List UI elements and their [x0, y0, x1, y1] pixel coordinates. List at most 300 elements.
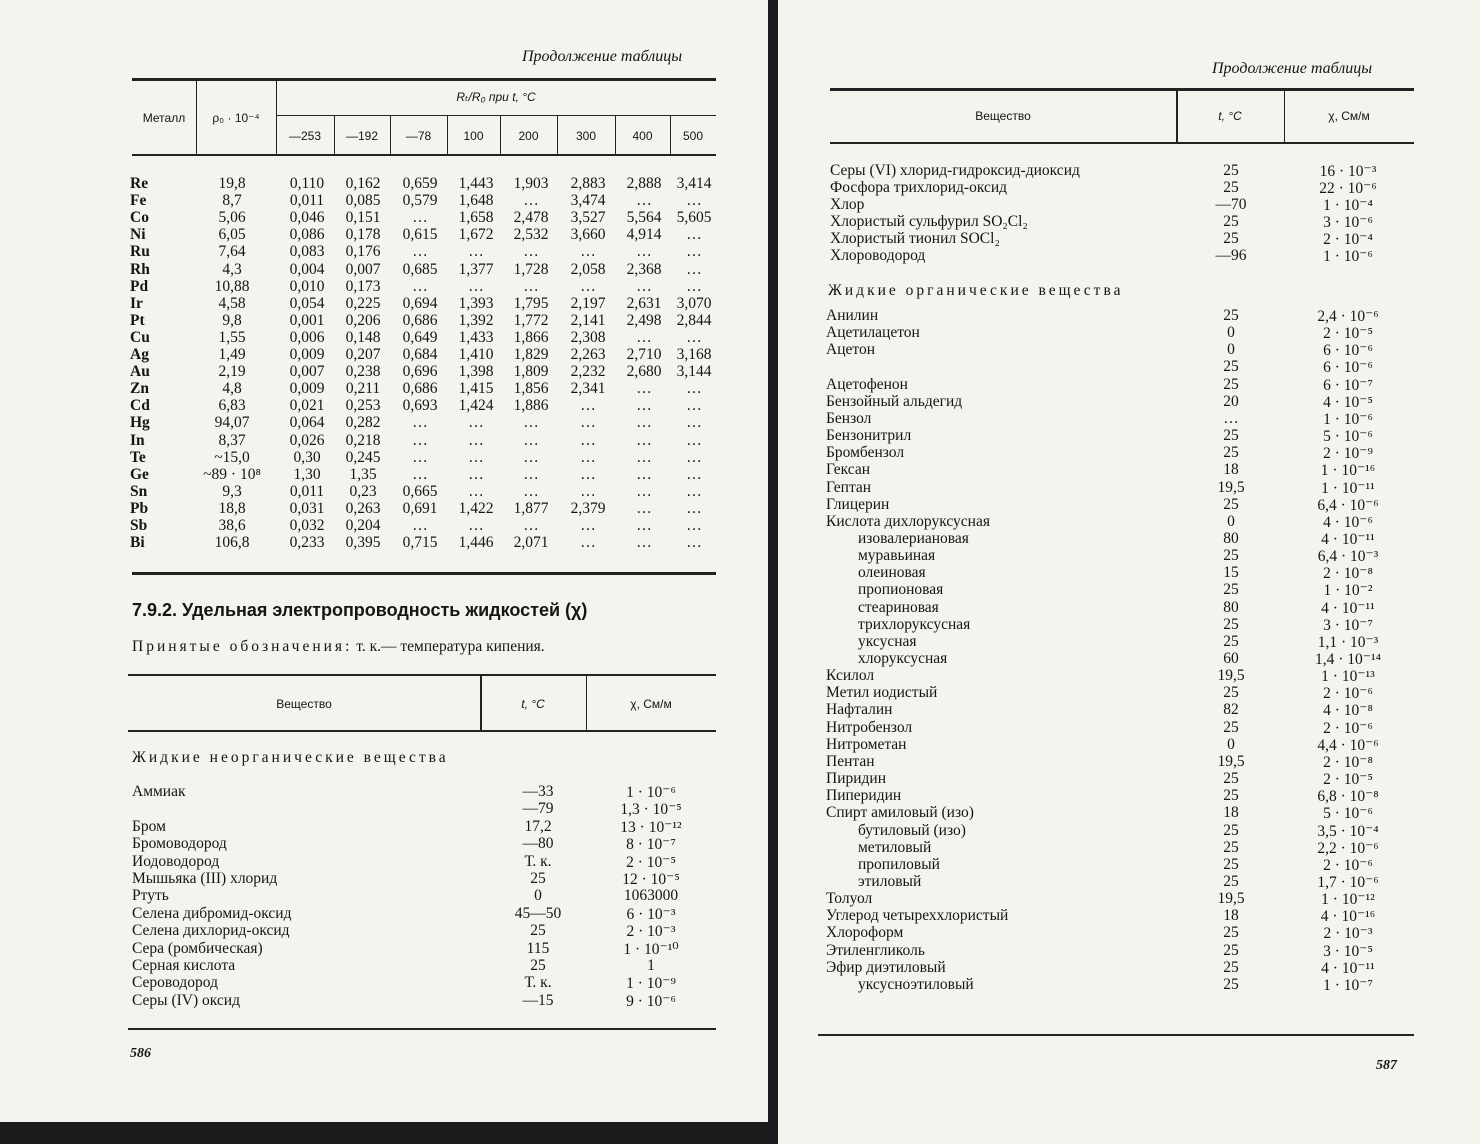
table-cell: 0,233 [289, 534, 325, 551]
table-cell: … [686, 517, 702, 534]
table-cell: 2,071 [513, 534, 549, 551]
table-cell: 0,696 [402, 363, 438, 380]
metal-symbol: Re [130, 175, 149, 192]
table-cell: 1,648 [458, 192, 494, 209]
table-cell: 1,772 [513, 312, 549, 329]
conductivity-value: 1 · 10⁻¹⁶ [1320, 462, 1376, 479]
table-cell: 1,49 [218, 346, 246, 363]
table-cell: 0,085 [345, 192, 381, 209]
table-cell: … [686, 380, 702, 397]
table-cell: 4,8 [222, 380, 242, 397]
temperature-value: 25 [1223, 856, 1239, 873]
temperature-value: Т. к. [524, 974, 552, 991]
table-cell: 0,206 [345, 312, 381, 329]
temperature-value: 18 [1223, 804, 1239, 821]
table-cell: … [636, 380, 652, 397]
table-cell: … [636, 432, 652, 449]
temperature-value: 19,5 [1217, 667, 1245, 684]
notation-spaced: Принятые обозначения: [132, 638, 353, 655]
table-cell: … [412, 278, 428, 295]
table-cell: 0,007 [289, 363, 325, 380]
table-cell: … [636, 192, 652, 209]
conductivity-value: 4,4 · 10⁻⁶ [1317, 737, 1379, 754]
continuation-label-left: Продолжение таблицы [522, 48, 683, 65]
table-cell: 0,006 [289, 329, 325, 346]
conductivity-value: 1,4 · 10⁻¹⁴ [1314, 651, 1382, 668]
conductivity-value: 1 · 10⁻⁹ [626, 975, 676, 992]
table-cell: 3,414 [676, 175, 712, 192]
right-page [778, 0, 1480, 1144]
table-cell: … [523, 278, 539, 295]
table-cell: 1,672 [458, 226, 494, 243]
table-cell: 2,631 [626, 295, 662, 312]
substance-name: Метил иодистый [826, 684, 938, 701]
conductivity-value: 3 · 10⁻⁵ [1323, 943, 1373, 960]
table-cell: 0,615 [402, 226, 438, 243]
table-cell: … [636, 449, 652, 466]
table-cell: … [523, 192, 539, 209]
table-cell: 0,064 [289, 414, 325, 431]
table-cell: 3,527 [570, 209, 606, 226]
metal-symbol: Ru [130, 243, 150, 260]
temperature-value: 25 [1223, 719, 1239, 736]
conductivity-value: 1,3 · 10⁻⁵ [620, 801, 682, 818]
table-cell: … [686, 278, 702, 295]
table-cell: … [580, 483, 596, 500]
table-cell: 0,054 [289, 295, 325, 312]
section-title: 7.9.2. Удельная электропроводность жидкостей (χ) [132, 600, 588, 620]
conductivity-value: 4 · 10⁻⁵ [1323, 394, 1373, 411]
column-divider [615, 116, 616, 154]
substance-name: пропиловый [858, 856, 940, 873]
table-cell: 2,532 [513, 226, 549, 243]
table-cell: 0,245 [345, 449, 381, 466]
temperature-value: 25 [1223, 633, 1239, 650]
substance-name: Толуол [826, 890, 873, 907]
table-cell: … [686, 226, 702, 243]
table-cell: 0,011 [289, 483, 325, 500]
conductivity-value: 1,7 · 10⁻⁶ [1317, 874, 1379, 891]
temperature-value: 25 [1223, 616, 1239, 633]
table-cell: 1,433 [458, 329, 494, 346]
table-cell: 0,238 [345, 363, 381, 380]
table-cell: 2,478 [513, 209, 549, 226]
table-cell: … [412, 243, 428, 260]
substance-name: Углерод четыреххлористый [826, 907, 1009, 924]
header-rho: ρ₀ · 10⁻⁴ [212, 111, 260, 125]
substance-name: Бензонитрил [826, 427, 912, 444]
header-temp: 100 [463, 129, 484, 143]
table-cell: 3,070 [676, 295, 712, 312]
conductivity-value: 1 · 10⁻⁶ [1323, 411, 1373, 428]
temperature-value: 25 [530, 870, 546, 887]
table-cell: 1,809 [513, 363, 549, 380]
conductivity-value: 1 · 10⁻¹³ [1321, 668, 1375, 685]
substance-name: Нитрометан [826, 736, 907, 753]
temperature-value: 25 [1223, 230, 1239, 247]
table-cell: … [412, 414, 428, 431]
temperature-value: … [1223, 410, 1239, 427]
conductivity-value: 6,8 · 10⁻⁸ [1317, 788, 1379, 805]
table-cell: 0,110 [289, 175, 325, 192]
table-cell: 0,253 [345, 397, 381, 414]
table-cell: … [468, 432, 484, 449]
temperature-value: 25 [1223, 307, 1239, 324]
table-cell: 2,263 [570, 346, 606, 363]
table-cell: 0,021 [289, 397, 325, 414]
conductivity-value: 6,4 · 10⁻³ [1317, 548, 1379, 565]
header-chi-left: χ, См/м [630, 697, 672, 711]
table-cell: … [580, 414, 596, 431]
table-cell: 1,393 [458, 295, 494, 312]
conductivity-value: 1 · 10⁻⁶ [1323, 248, 1373, 265]
header-temp: —253 [288, 129, 322, 143]
table-cell: … [580, 243, 596, 260]
conductivity-value: 3 · 10⁻⁷ [1323, 617, 1373, 634]
table-cell: … [580, 397, 596, 414]
conductivity-value: 3 · 10⁻⁶ [1323, 214, 1373, 231]
metal-symbol: Zn [130, 380, 149, 397]
conductivity-value: 9 · 10⁻⁶ [626, 993, 676, 1010]
conductivity-value: 13 · 10⁻¹² [620, 819, 682, 836]
metal-symbol: Pt [130, 312, 145, 329]
table-cell: 0,026 [289, 432, 325, 449]
table-cell: 3,474 [570, 192, 606, 209]
table-cell: 0,685 [402, 261, 438, 278]
column-divider [447, 116, 448, 154]
metal-symbol: Co [130, 209, 149, 226]
substance-name: Хлороформ [826, 924, 904, 941]
table-cell: 8,7 [222, 192, 242, 209]
table-cell: … [412, 449, 428, 466]
substance-name: Бром [132, 818, 166, 835]
substance-name: Сера (ромбическая) [132, 940, 263, 957]
temperature-value: —33 [522, 783, 554, 800]
table-cell: … [412, 517, 428, 534]
table-cell: 6,83 [218, 397, 246, 414]
table-cell: 1,35 [349, 466, 377, 483]
table-cell: ~89 · 10⁸ [203, 466, 261, 483]
table-cell: 0,031 [289, 500, 325, 517]
substance-name: метиловый [858, 839, 932, 856]
substance-name: бутиловый (изо) [858, 822, 966, 839]
metal-symbol: Fe [130, 192, 147, 209]
temperature-value: 25 [530, 957, 546, 974]
table-cell: … [636, 329, 652, 346]
substance-name: Этиленгликоль [826, 942, 925, 959]
table-cell: 2,141 [570, 312, 606, 329]
temperature-value: 17,2 [524, 818, 552, 835]
table-cell: … [636, 517, 652, 534]
temperature-value: 0 [1227, 341, 1235, 358]
table-cell: 1,728 [513, 261, 549, 278]
conductivity-value: 1 · 10⁻¹⁰ [623, 941, 679, 958]
table-cell: 2,368 [626, 261, 662, 278]
substance-name: Спирт амиловый (изо) [826, 804, 974, 821]
temperature-value: 0 [534, 887, 542, 904]
table-cell: 2,341 [570, 380, 606, 397]
conductivity-value: 3,5 · 10⁻⁴ [1317, 823, 1379, 840]
substance-name: муравьиная [858, 547, 936, 564]
table-cell: … [636, 534, 652, 551]
table-cell: 0,004 [289, 261, 325, 278]
conductivity-value: 2 · 10⁻³ [1323, 925, 1373, 942]
table-cell: 0,151 [345, 209, 381, 226]
temperature-value: 25 [1223, 427, 1239, 444]
organic-section-title: Жидкие органические вещества [828, 282, 1124, 299]
table-cell: 0,282 [345, 414, 381, 431]
temperature-value: 25 [1223, 787, 1239, 804]
table-cell: … [580, 278, 596, 295]
table-cell: … [686, 534, 702, 551]
table-cell: 9,3 [222, 483, 242, 500]
temperature-value: 25 [1223, 496, 1239, 513]
table-cell: … [523, 449, 539, 466]
temperature-value: 82 [1223, 701, 1239, 718]
temperature-value: —15 [522, 992, 554, 1009]
conductivity-value: 16 · 10⁻³ [1319, 163, 1377, 180]
table-cell: … [580, 534, 596, 551]
header-metal: Металл [142, 111, 186, 125]
substance-name: Гептан [826, 479, 872, 496]
substance-name: изовалериановая [858, 530, 969, 547]
temperature-value: —70 [1215, 196, 1247, 213]
conductivity-value: 2 · 10⁻⁹ [1323, 445, 1373, 462]
temperature-value: 25 [1223, 924, 1239, 941]
table-cell: 1,877 [513, 500, 549, 517]
conductivity-value: 22 · 10⁻⁶ [1319, 180, 1377, 197]
temperature-value: 25 [1223, 547, 1239, 564]
metal-symbol: Cu [130, 329, 150, 346]
metal-symbol: Ni [130, 226, 146, 243]
table-cell: 18,8 [218, 500, 246, 517]
table-cell: … [686, 329, 702, 346]
metal-symbol: Rh [130, 261, 150, 278]
table-cell: 0,218 [345, 432, 381, 449]
substance-name: Ксилол [826, 667, 875, 684]
conductivity-value: 2 · 10⁻⁶ [1323, 720, 1373, 737]
metal-symbol: In [130, 432, 145, 449]
conductivity-value: 4 · 10⁻¹¹ [1321, 531, 1375, 548]
table-cell: 0,686 [402, 312, 438, 329]
temperature-value: 25 [1223, 444, 1239, 461]
table-cell: … [523, 483, 539, 500]
conductivity-value: 2 · 10⁻⁸ [1323, 754, 1373, 771]
temperature-value: 25 [1223, 213, 1239, 230]
conductivity-value: 5 · 10⁻⁶ [1323, 428, 1373, 445]
table-cell: … [468, 466, 484, 483]
conductivity-value: 6 · 10⁻⁷ [1323, 377, 1373, 394]
table-cell: 0,046 [289, 209, 325, 226]
substance-name: стеариновая [858, 599, 939, 616]
substance-name: Иодоводород [132, 853, 220, 870]
table-cell: … [468, 483, 484, 500]
table-cell: 3,144 [676, 363, 712, 380]
table-cell: 0,659 [402, 175, 438, 192]
table-cell: 0,162 [345, 175, 381, 192]
table-cell: … [412, 432, 428, 449]
conductivity-value: 5 · 10⁻⁶ [1323, 805, 1373, 822]
metal-symbol: Pb [130, 500, 149, 517]
table-cell: 1,856 [513, 380, 549, 397]
temperature-value: 115 [526, 940, 550, 957]
substance-name: Бензол [826, 410, 872, 427]
conductivity-value: 1063000 [623, 887, 679, 904]
temperature-value: 25 [1223, 942, 1239, 959]
temperature-value: 25 [1223, 581, 1239, 598]
table-cell: … [686, 414, 702, 431]
header-temp: 500 [682, 129, 704, 143]
table-cell: 0,176 [345, 243, 381, 260]
table-cell: … [636, 483, 652, 500]
header-ratio: Rₜ/R₀ при t, °C [456, 90, 536, 104]
temperature-value: 25 [1223, 358, 1239, 375]
page-number-left: 586 [130, 1046, 151, 1061]
table-cell: … [468, 243, 484, 260]
conductivity-value: 2 · 10⁻⁵ [1323, 325, 1373, 342]
substance-name: Хлор [830, 196, 865, 213]
table-cell: 0,694 [402, 295, 438, 312]
header-chi-right: χ, См/м [1328, 109, 1370, 123]
table-cell: 1,410 [458, 346, 494, 363]
temperature-value: 45—50 [514, 905, 562, 922]
conductivity-value: 2,2 · 10⁻⁶ [1317, 840, 1379, 857]
table-cell: … [686, 397, 702, 414]
substance-name: Пиперидин [826, 787, 902, 804]
notation-line [132, 638, 545, 656]
table-cell: 0,204 [345, 517, 381, 534]
table-cell: 19,8 [218, 175, 246, 192]
substance-name: олеиновая [858, 564, 926, 581]
table-cell: 0,684 [402, 346, 438, 363]
table-cell: … [468, 278, 484, 295]
table-cell: … [686, 466, 702, 483]
table-cell: … [580, 517, 596, 534]
conductivity-value: 6,4 · 10⁻⁶ [1317, 497, 1379, 514]
substance-name: Нафталин [826, 701, 893, 718]
metal-symbol: Te [130, 449, 146, 466]
table-cell: 4,58 [218, 295, 246, 312]
conductivity-value: 1 · 10⁻¹¹ [1321, 480, 1375, 497]
temperature-value: 18 [1223, 461, 1239, 478]
page-number-right: 587 [1376, 1058, 1397, 1073]
substance-name: Серная кислота [132, 957, 236, 974]
table-cell: 2,232 [570, 363, 606, 380]
header-t-left: t, °C [521, 697, 545, 711]
table-cell: 2,680 [626, 363, 662, 380]
table-cell: 0,263 [345, 500, 381, 517]
header-temp: 300 [575, 129, 597, 143]
metal-symbol: Ag [130, 346, 149, 363]
conductivity-value: 2 · 10⁻⁵ [1323, 771, 1373, 788]
substance-name: Пиридин [826, 770, 887, 787]
conductivity-value: 1 · 10⁻⁷ [1323, 977, 1373, 994]
table-cell: 1,415 [458, 380, 494, 397]
table-cell: … [686, 243, 702, 260]
table-cell: 38,6 [218, 517, 246, 534]
table-cell: 0,649 [402, 329, 438, 346]
temperature-value: —80 [522, 835, 554, 852]
table-cell: … [412, 209, 428, 226]
conductivity-value: 6 · 10⁻³ [626, 906, 676, 923]
conductivity-value: 4 · 10⁻⁸ [1323, 702, 1373, 719]
table-cell: 10,88 [214, 278, 250, 295]
table-cell: 1,866 [513, 329, 549, 346]
substance-name: Бромбензол [826, 444, 905, 461]
metal-symbol: Cd [130, 397, 150, 414]
header-temp: —78 [405, 129, 432, 143]
table-cell: ~15,0 [214, 449, 250, 466]
table-cell: … [468, 414, 484, 431]
substance-name: Ртуть [132, 887, 169, 904]
table-cell: 1,55 [218, 329, 246, 346]
table-cell: 0,148 [345, 329, 381, 346]
substance-name: Хлороводород [830, 247, 926, 264]
table-cell: 1,443 [458, 175, 494, 192]
table-cell: 0,207 [345, 346, 381, 363]
column-divider [390, 116, 391, 154]
substance-name: Селена дибромид-оксид [132, 905, 292, 922]
table-cell: … [636, 278, 652, 295]
table-cell: … [580, 449, 596, 466]
conductivity-value: 2 · 10⁻⁴ [1323, 231, 1373, 248]
substance-name: этиловый [858, 873, 922, 890]
substance-name: Нитробензол [826, 719, 913, 736]
substance-name: Бромоводород [132, 835, 227, 852]
conductivity-value: 1 · 10⁻¹² [1321, 891, 1375, 908]
table-cell: 106,8 [214, 534, 250, 551]
metal-symbol: Au [130, 363, 150, 380]
table-cell: … [412, 466, 428, 483]
conductivity-value: 1 · 10⁻² [1323, 582, 1373, 599]
table-cell: … [686, 500, 702, 517]
table-cell: 4,914 [626, 226, 662, 243]
table-cell: 1,422 [458, 500, 494, 517]
substance-name: Эфир диэтиловый [826, 959, 946, 976]
substance-name: трихлоруксусная [858, 616, 971, 633]
substance-name: уксусноэтиловый [858, 976, 974, 993]
table-cell: 2,19 [218, 363, 246, 380]
table-cell: … [686, 449, 702, 466]
table-cell: 3,660 [570, 226, 606, 243]
table-cell: … [636, 397, 652, 414]
conductivity-value: 4 · 10⁻⁶ [1323, 514, 1373, 531]
temperature-value: —79 [522, 800, 554, 817]
conductivity-value: 2 · 10⁻⁵ [626, 854, 676, 871]
table-cell: 94,07 [214, 414, 250, 431]
table-cell: 2,844 [676, 312, 712, 329]
table-cell: … [523, 432, 539, 449]
table-cell: 1,829 [513, 346, 549, 363]
table-cell: … [580, 466, 596, 483]
table-cell: 3,168 [676, 346, 712, 363]
table-cell: … [686, 432, 702, 449]
header-t-right: t, °C [1218, 109, 1242, 123]
temperature-value: 25 [1223, 839, 1239, 856]
table-cell: 0,083 [289, 243, 325, 260]
table-cell: 2,888 [626, 175, 662, 192]
substance-name: Ацетофенон [826, 376, 908, 393]
table-cell: … [636, 500, 652, 517]
table-cell: 1,30 [293, 466, 321, 483]
metal-symbol: Bi [130, 534, 145, 551]
temperature-value: 25 [1223, 684, 1239, 701]
table-cell: … [468, 449, 484, 466]
table-cell: 5,605 [676, 209, 712, 226]
table-cell: 0,178 [345, 226, 381, 243]
table-cell: 1,424 [458, 397, 494, 414]
substance-name: Гексан [826, 461, 871, 478]
